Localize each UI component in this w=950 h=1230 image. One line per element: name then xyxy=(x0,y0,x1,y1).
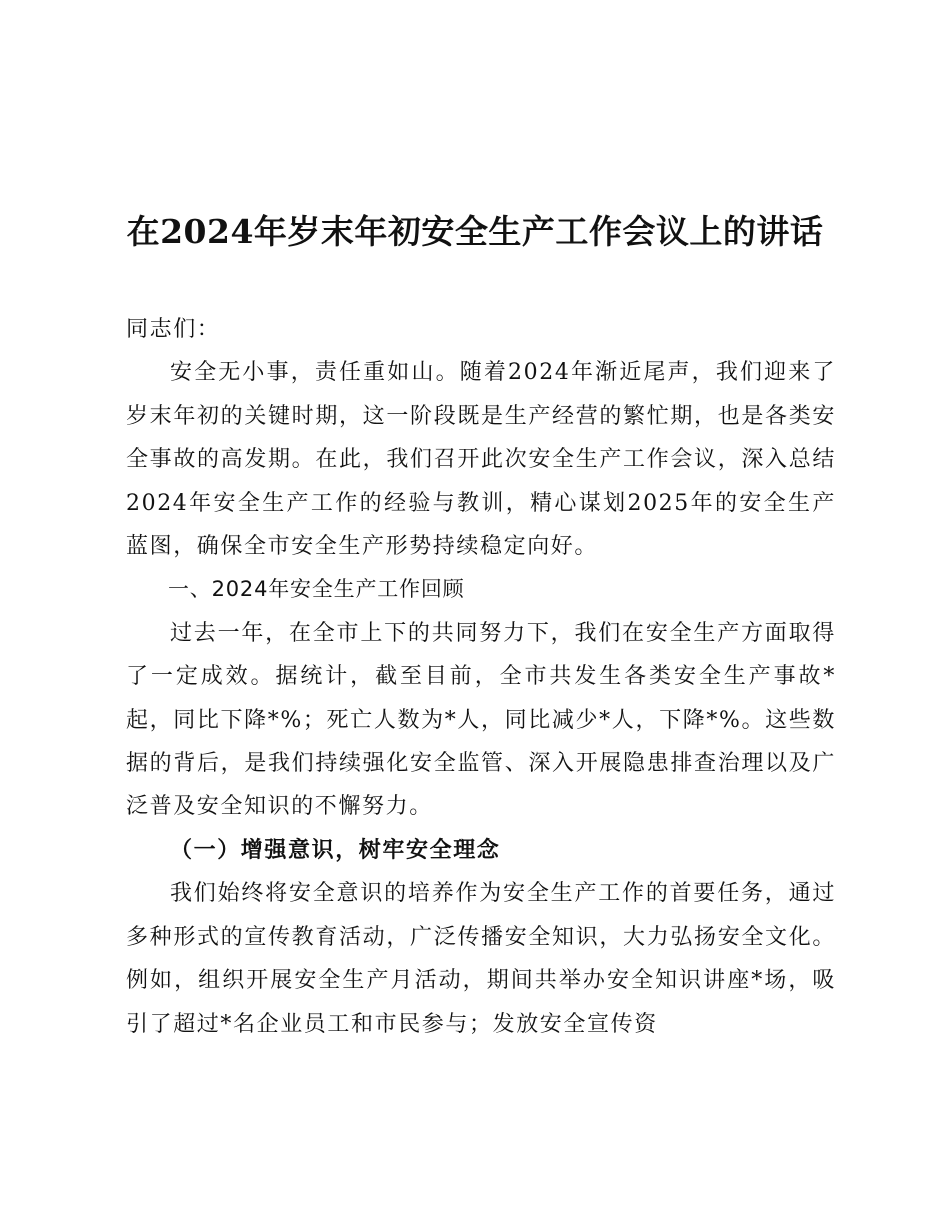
subsection-1-paragraph: 我们始终将安全意识的培养作为安全生产工作的首要任务，通过多种形式的宣传教育活动，广泛传播安全知识，大力弘扬安全文化。例如，组织开展安全生产月活动，期间共举办安全知识讲座*场，吸引了超过*名企业员工和市民参与；发放安全宣传资 xyxy=(126,881,836,1037)
salutation: 同志们： xyxy=(126,317,221,342)
document-body xyxy=(126,308,836,1046)
subsection-heading-1: （一）增强意识，树牢安全理念 xyxy=(170,836,501,863)
section-heading-1: 一、2024年安全生产工作回顾 xyxy=(168,577,465,602)
section-1-paragraph: 过去一年，在全市上下的共同努力下，我们在安全生产方面取得了一定成效。据统计，截至目前，全市共发生各类安全生产事故*起，同比下降*%；死亡人数为*人，同比减少*人，下降*%。这些数据的背后，是我们持续强化安全监管、深入开展隐患排查治理以及广泛普及安全知识的不懈努力。 xyxy=(126,620,836,820)
document-title: 在2024年岁末年初安全生产工作会议上的讲话 xyxy=(126,212,824,251)
intro-paragraph: 安全无小事，责任重如山。随着2024年渐近尾声，我们迎来了岁末年初的关键时期，这一阶段既是生产经营的繁忙期，也是各类安全事故的高发期。在此，我们召开此次安全生产工作会议，深入总结2024年安全生产工作的经验与教训，精心谋划2025年的安全生产蓝图，确保全市安全生产形势持续稳定向好。 xyxy=(126,360,836,560)
